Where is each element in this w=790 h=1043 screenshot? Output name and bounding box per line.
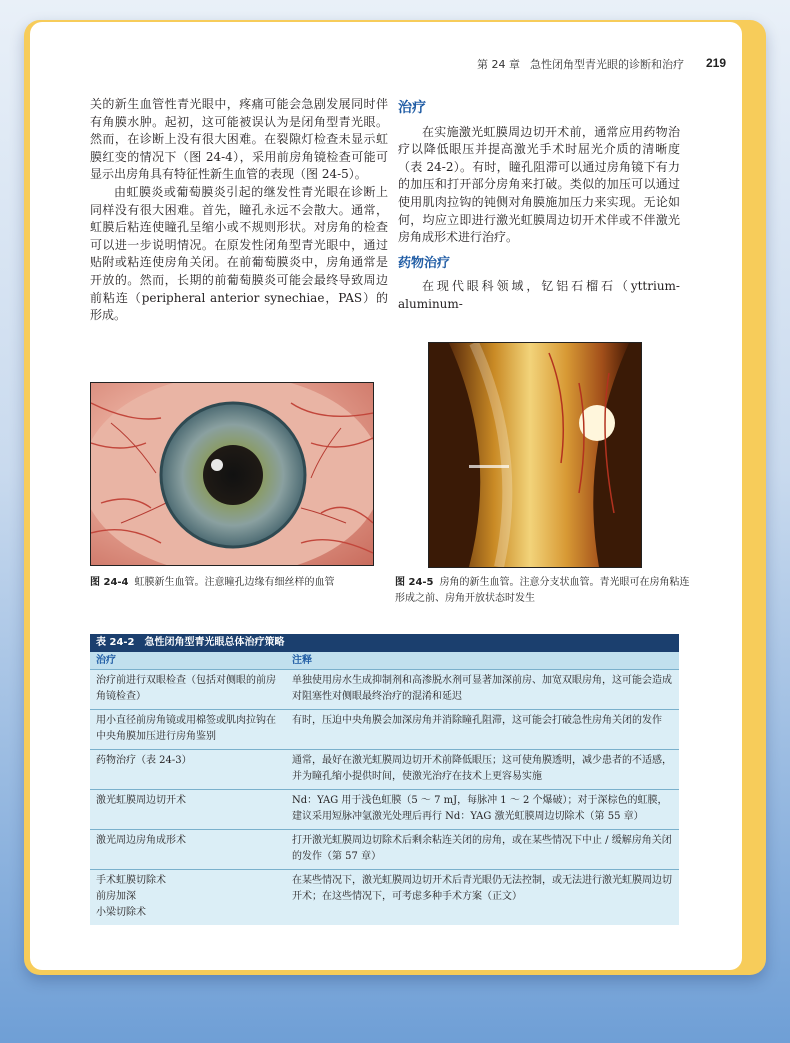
section-heading-treatment: 治疗: [398, 100, 426, 116]
note-cell: 通常，最好在激光虹膜周边切开术前降低眼压；这可使角膜透明，减少患者的不适感，并为瞳孔缩小提供时间，使激光治疗在技术上更容易实施: [292, 755, 672, 782]
column-header-treatment: 治疗: [96, 655, 116, 666]
treatment-text: 用小直径前房角镜或用棉签或肌肉拉钩在中央角膜加压进行房角鉴别: [96, 715, 276, 742]
table-header-row: [90, 652, 679, 669]
figure-number: 图 24-4: [90, 577, 129, 588]
table-row: [90, 829, 679, 869]
caption-text: 虹膜新生血管。注意瞳孔边缘有细丝样的血管: [134, 577, 335, 588]
angle-illustration: [429, 343, 641, 567]
page-header: [30, 22, 742, 70]
treatment-cell: [90, 873, 286, 921]
treatment-text: 激光周边房角成形术: [96, 835, 186, 846]
book-page: [30, 22, 742, 970]
right-column: [398, 100, 680, 314]
chapter-title: 急性闭角型青光眼的诊断和治疗: [530, 58, 684, 71]
table-row: [90, 869, 679, 925]
table-title: 表 24-2 急性闭角型青光眼总体治疗策略: [90, 634, 679, 652]
paragraph: 由虹膜炎或葡萄膜炎引起的继发性青光眼在诊断上同样没有很大困难。首先，瞳孔永远不会散大。通常，虹膜后粘连使瞳孔呈缩小或不规则形状。对房角的检查可以进一步说明情况。在原发性闭角型青光眼中，通过贴附或粘连使房角关闭。在前葡萄膜炎中，房角通常是开放的。然而，长期的前葡萄膜炎可能会最终导致周边前粘连（peripheral anterior synechiae，PAS）的形成。: [90, 184, 388, 323]
treatment-cell: [90, 753, 286, 785]
column-header-note: 注释: [292, 655, 312, 666]
angle-neovascularization-photo: [428, 342, 642, 568]
treatment-cell: [90, 793, 286, 825]
iris-neovascularization-photo: [90, 382, 374, 566]
paragraph: 关的新生血管性青光眼中，疼痛可能会急剧发展同时伴有角膜水肿。起初，这可能被误认为是闭角型青光眼。然而，在诊断上没有很大困难。在裂隙灯检查未显示虹膜红变的情况下（图 24-4），采用前房角镜检查可能可显示出房角具有特征性新生血管的表现（图 24-5）。: [90, 97, 388, 182]
treatment-text: 激光虹膜周边切开术: [96, 795, 186, 806]
treatment-text: 药物治疗（表 24-3）: [96, 755, 192, 766]
eye-illustration: [91, 383, 373, 565]
treatment-cell: [90, 833, 286, 865]
section-heading-medication: 药物治疗: [398, 255, 451, 271]
figure-number: 图 24-5: [395, 577, 434, 588]
paragraph: 在现代眼科领域，钇铝石榴石（yttrium-aluminum-: [398, 279, 680, 311]
note-cell: Nd：YAG 用于浅色虹膜（5 ～ 7 mJ，每脉冲 1 ～ 2 个爆破）；对于深棕色的虹膜，建议采用短脉冲氩激光处理后再行 Nd：YAG 激光虹膜周边切除术（第 55 章）: [292, 795, 668, 822]
figure-caption-24-5: [395, 575, 695, 607]
note-cell: 有时，压迫中央角膜会加深房角并消除瞳孔阻滞，这可能会打破急性房角关闭的发作: [292, 715, 662, 726]
treatment-cell: [90, 673, 286, 705]
treatment-strategy-table: [90, 634, 679, 925]
note-cell: 在某些情况下，激光虹膜周边切开术后青光眼仍无法控制，或无法进行激光虹膜周边切开术；在这些情况下，可考虑多种手术方案（正文）: [292, 875, 672, 902]
table-row: [90, 709, 679, 749]
chapter-number: 第 24 章: [477, 58, 520, 71]
treatment-text: 治疗前进行双眼检查（包括对侧眼的前房角镜检查）: [96, 675, 276, 702]
left-column: [90, 96, 388, 325]
caption-text: 房角的新生血管。注意分支状血管。青光眼可在房角粘连形成之前、房角开放状态时发生: [395, 577, 690, 604]
treatment-text: 小梁切除术: [96, 907, 146, 918]
table-row: [90, 669, 679, 709]
paragraph: 在实施激光虹膜周边切开术前，通常应用药物治疗以降低眼压并提高激光手术时屈光介质的清晰度（表 24-2）。有时，瞳孔阻滞可以通过房角镜下有力的加压和打开部分房角来打破。类似的加压可以通过使用肌肉拉钩的钝侧对角膜施加压力来实现。无论如何，均应立即进行激光虹膜周边切开术伴或不伴激光房角成形术进行治疗。: [398, 124, 680, 245]
note-cell: 单独使用房水生成抑制剂和高渗脱水剂可显著加深前房、加宽双眼房角，这可能会造成对阻塞性对侧眼最终治疗的混淆和延迟: [292, 675, 672, 702]
figure-caption-24-4: [90, 575, 390, 591]
note-cell: 打开激光虹膜周边切除术后剩余粘连关闭的房角，或在某些情况下中止 / 缓解房角关闭的发作（第 57 章）: [292, 835, 672, 862]
treatment-text: 手术虹膜切除术: [96, 875, 166, 886]
table-row: [90, 789, 679, 829]
running-head: [477, 56, 684, 72]
treatment-text: 前房加深: [96, 891, 136, 902]
table-row: [90, 749, 679, 789]
treatment-cell: [90, 713, 286, 745]
page-number: 219: [705, 56, 726, 70]
